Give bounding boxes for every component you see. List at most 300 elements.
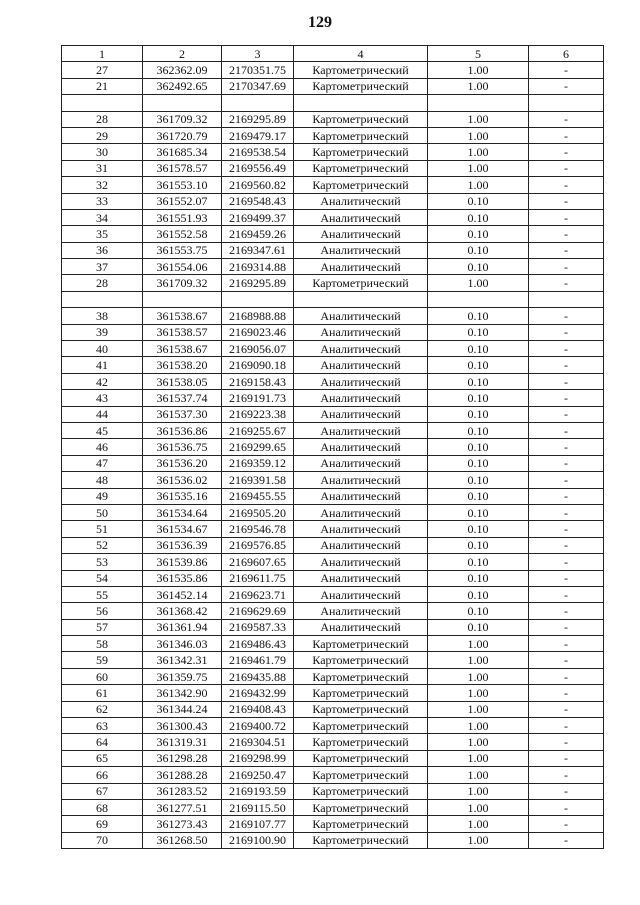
note-cell: - — [529, 586, 604, 602]
x-coordinate-cell: 361319.31 — [143, 734, 222, 750]
method-cell: Аналитический — [294, 193, 428, 209]
y-coordinate-cell: 2169298.99 — [222, 750, 294, 766]
method-cell: Картометрический — [294, 652, 428, 668]
note-cell: - — [529, 78, 604, 94]
accuracy-cell: 0.10 — [428, 570, 529, 586]
accuracy-cell: 0.10 — [428, 324, 529, 340]
table-row — [62, 341, 604, 357]
x-coordinate-cell: 361298.28 — [143, 750, 222, 766]
note-cell: - — [529, 62, 604, 78]
accuracy-cell: 0.10 — [428, 537, 529, 553]
accuracy-cell: 0.10 — [428, 193, 529, 209]
y-coordinate-cell: 2169556.49 — [222, 160, 294, 176]
method-cell — [294, 291, 428, 307]
point-number-cell: 54 — [62, 570, 143, 586]
note-cell: - — [529, 521, 604, 537]
method-cell: Аналитический — [294, 570, 428, 586]
table-row — [62, 95, 604, 111]
x-coordinate-cell — [143, 291, 222, 307]
table-row — [62, 259, 604, 275]
table-row — [62, 734, 604, 750]
y-coordinate-cell: 2169408.43 — [222, 701, 294, 717]
point-number-cell: 32 — [62, 177, 143, 193]
accuracy-cell: 1.00 — [428, 701, 529, 717]
table-row — [62, 357, 604, 373]
accuracy-cell: 1.00 — [428, 62, 529, 78]
point-number-cell: 28 — [62, 111, 143, 127]
y-coordinate-cell: 2169193.59 — [222, 783, 294, 799]
table-row — [62, 308, 604, 324]
accuracy-cell: 1.00 — [428, 652, 529, 668]
x-coordinate-cell: 361536.02 — [143, 472, 222, 488]
x-coordinate-cell: 361720.79 — [143, 127, 222, 143]
note-cell: - — [529, 242, 604, 258]
accuracy-cell: 1.00 — [428, 832, 529, 848]
table-row — [62, 439, 604, 455]
point-number-cell: 21 — [62, 78, 143, 94]
method-cell: Аналитический — [294, 472, 428, 488]
method-cell: Аналитический — [294, 488, 428, 504]
y-coordinate-cell — [222, 95, 294, 111]
method-cell: Аналитический — [294, 439, 428, 455]
x-coordinate-cell: 361552.58 — [143, 226, 222, 242]
table-row — [62, 570, 604, 586]
y-coordinate-cell: 2169107.77 — [222, 816, 294, 832]
note-cell — [529, 95, 604, 111]
note-cell: - — [529, 570, 604, 586]
accuracy-cell: 1.00 — [428, 767, 529, 783]
point-number-cell: 30 — [62, 144, 143, 160]
table-row — [62, 652, 604, 668]
y-coordinate-cell: 2169158.43 — [222, 373, 294, 389]
accuracy-cell: 1.00 — [428, 668, 529, 684]
y-coordinate-cell: 2169359.12 — [222, 455, 294, 471]
accuracy-cell: 0.10 — [428, 439, 529, 455]
accuracy-cell: 1.00 — [428, 685, 529, 701]
table-row — [62, 750, 604, 766]
accuracy-cell: 0.10 — [428, 586, 529, 602]
accuracy-cell: 1.00 — [428, 127, 529, 143]
point-number-cell: 44 — [62, 406, 143, 422]
accuracy-cell: 0.10 — [428, 390, 529, 406]
table-row — [62, 177, 604, 193]
point-number-cell: 70 — [62, 832, 143, 848]
y-coordinate-cell: 2170351.75 — [222, 62, 294, 78]
accuracy-cell: 0.10 — [428, 603, 529, 619]
table-row — [62, 537, 604, 553]
table-row — [62, 209, 604, 225]
accuracy-cell: 0.10 — [428, 406, 529, 422]
method-cell: Картометрический — [294, 275, 428, 291]
y-coordinate-cell: 2169486.43 — [222, 636, 294, 652]
table-row — [62, 226, 604, 242]
x-coordinate-cell: 361344.24 — [143, 701, 222, 717]
x-coordinate-cell: 361553.75 — [143, 242, 222, 258]
y-coordinate-cell: 2169505.20 — [222, 504, 294, 520]
x-coordinate-cell: 361552.07 — [143, 193, 222, 209]
point-number-cell: 35 — [62, 226, 143, 242]
y-coordinate-cell: 2169223.38 — [222, 406, 294, 422]
accuracy-cell: 1.00 — [428, 636, 529, 652]
y-coordinate-cell: 2169560.82 — [222, 177, 294, 193]
y-coordinate-cell: 2169400.72 — [222, 718, 294, 734]
point-number-cell: 43 — [62, 390, 143, 406]
method-cell: Картометрический — [294, 177, 428, 193]
page-number: 129 — [308, 14, 332, 31]
table-row — [62, 701, 604, 717]
method-cell: Аналитический — [294, 242, 428, 258]
note-cell: - — [529, 324, 604, 340]
x-coordinate-cell: 361277.51 — [143, 799, 222, 815]
y-coordinate-cell: 2169090.18 — [222, 357, 294, 373]
x-coordinate-cell: 361342.90 — [143, 685, 222, 701]
y-coordinate-cell: 2169435.88 — [222, 668, 294, 684]
accuracy-cell: 1.00 — [428, 275, 529, 291]
column-header-2: 2 — [143, 46, 222, 62]
table-row — [62, 422, 604, 438]
x-coordinate-cell: 361273.43 — [143, 816, 222, 832]
x-coordinate-cell: 361538.57 — [143, 324, 222, 340]
y-coordinate-cell: 2169295.89 — [222, 111, 294, 127]
point-number-cell: 46 — [62, 439, 143, 455]
column-header-4: 4 — [294, 46, 428, 62]
method-cell: Картометрический — [294, 832, 428, 848]
point-number-cell: 31 — [62, 160, 143, 176]
point-number-cell: 61 — [62, 685, 143, 701]
x-coordinate-cell: 361709.32 — [143, 111, 222, 127]
method-cell: Аналитический — [294, 504, 428, 520]
note-cell: - — [529, 636, 604, 652]
table-row — [62, 668, 604, 684]
table-row — [62, 783, 604, 799]
point-number-cell: 56 — [62, 603, 143, 619]
accuracy-cell: 0.10 — [428, 209, 529, 225]
note-cell: - — [529, 668, 604, 684]
y-coordinate-cell: 2169250.47 — [222, 767, 294, 783]
table-row — [62, 586, 604, 602]
accuracy-cell: 1.00 — [428, 799, 529, 815]
method-cell: Аналитический — [294, 259, 428, 275]
accuracy-cell: 0.10 — [428, 422, 529, 438]
method-cell: Картометрический — [294, 767, 428, 783]
x-coordinate-cell: 361538.67 — [143, 308, 222, 324]
note-cell: - — [529, 685, 604, 701]
method-cell: Картометрический — [294, 734, 428, 750]
method-cell: Картометрический — [294, 127, 428, 143]
point-number-cell: 52 — [62, 537, 143, 553]
x-coordinate-cell: 361288.28 — [143, 767, 222, 783]
y-coordinate-cell: 2169587.33 — [222, 619, 294, 635]
table-row — [62, 242, 604, 258]
table-body — [62, 62, 604, 849]
point-number-cell: 40 — [62, 341, 143, 357]
point-number-cell: 55 — [62, 586, 143, 602]
y-coordinate-cell: 2169607.65 — [222, 554, 294, 570]
point-number-cell: 51 — [62, 521, 143, 537]
y-coordinate-cell: 2169461.79 — [222, 652, 294, 668]
x-coordinate-cell: 361539.86 — [143, 554, 222, 570]
x-coordinate-cell: 361342.31 — [143, 652, 222, 668]
point-number-cell: 28 — [62, 275, 143, 291]
point-number-cell: 38 — [62, 308, 143, 324]
note-cell: - — [529, 422, 604, 438]
note-cell: - — [529, 193, 604, 209]
method-cell — [294, 95, 428, 111]
note-cell: - — [529, 373, 604, 389]
table-row — [62, 767, 604, 783]
note-cell: - — [529, 472, 604, 488]
table-header — [62, 46, 604, 62]
y-coordinate-cell: 2169314.88 — [222, 259, 294, 275]
method-cell: Картометрический — [294, 701, 428, 717]
point-number-cell: 49 — [62, 488, 143, 504]
note-cell: - — [529, 750, 604, 766]
y-coordinate-cell: 2169629.69 — [222, 603, 294, 619]
y-coordinate-cell: 2169546.78 — [222, 521, 294, 537]
table-row — [62, 144, 604, 160]
method-cell: Аналитический — [294, 422, 428, 438]
x-coordinate-cell: 361268.50 — [143, 832, 222, 848]
table-row — [62, 832, 604, 848]
point-number-cell — [62, 291, 143, 307]
table-row — [62, 488, 604, 504]
table-row — [62, 324, 604, 340]
point-number-cell: 57 — [62, 619, 143, 635]
x-coordinate-cell: 361283.52 — [143, 783, 222, 799]
accuracy-cell: 1.00 — [428, 816, 529, 832]
y-coordinate-cell: 2169295.89 — [222, 275, 294, 291]
accuracy-cell: 0.10 — [428, 504, 529, 520]
method-cell: Аналитический — [294, 603, 428, 619]
table-row — [62, 636, 604, 652]
note-cell: - — [529, 603, 604, 619]
note-cell: - — [529, 209, 604, 225]
point-number-cell: 36 — [62, 242, 143, 258]
note-cell: - — [529, 160, 604, 176]
note-cell: - — [529, 275, 604, 291]
method-cell: Аналитический — [294, 390, 428, 406]
x-coordinate-cell: 361685.34 — [143, 144, 222, 160]
accuracy-cell: 1.00 — [428, 177, 529, 193]
accuracy-cell — [428, 291, 529, 307]
x-coordinate-cell: 361535.16 — [143, 488, 222, 504]
accuracy-cell: 0.10 — [428, 308, 529, 324]
x-coordinate-cell: 361578.57 — [143, 160, 222, 176]
x-coordinate-cell: 361535.86 — [143, 570, 222, 586]
x-coordinate-cell: 361554.06 — [143, 259, 222, 275]
point-number-cell: 34 — [62, 209, 143, 225]
column-header-5: 5 — [428, 46, 529, 62]
accuracy-cell: 1.00 — [428, 750, 529, 766]
y-coordinate-cell: 2169391.58 — [222, 472, 294, 488]
method-cell: Картометрический — [294, 685, 428, 701]
point-number-cell — [62, 95, 143, 111]
point-number-cell: 39 — [62, 324, 143, 340]
note-cell: - — [529, 455, 604, 471]
method-cell: Аналитический — [294, 455, 428, 471]
point-number-cell: 27 — [62, 62, 143, 78]
column-header-1: 1 — [62, 46, 143, 62]
method-cell: Картометрический — [294, 799, 428, 815]
accuracy-cell: 0.10 — [428, 554, 529, 570]
x-coordinate-cell — [143, 95, 222, 111]
note-cell: - — [529, 767, 604, 783]
x-coordinate-cell: 361452.14 — [143, 586, 222, 602]
accuracy-cell: 1.00 — [428, 734, 529, 750]
y-coordinate-cell: 2169432.99 — [222, 685, 294, 701]
y-coordinate-cell: 2169499.37 — [222, 209, 294, 225]
y-coordinate-cell: 2169023.46 — [222, 324, 294, 340]
method-cell: Картометрический — [294, 750, 428, 766]
table-row — [62, 406, 604, 422]
point-number-cell: 37 — [62, 259, 143, 275]
x-coordinate-cell: 361536.39 — [143, 537, 222, 553]
point-number-cell: 68 — [62, 799, 143, 815]
table-row — [62, 816, 604, 832]
note-cell: - — [529, 308, 604, 324]
point-number-cell: 63 — [62, 718, 143, 734]
header-row — [62, 46, 604, 62]
method-cell: Картометрический — [294, 668, 428, 684]
table-row — [62, 554, 604, 570]
point-number-cell: 60 — [62, 668, 143, 684]
table-row — [62, 504, 604, 520]
table-row — [62, 603, 604, 619]
method-cell: Аналитический — [294, 357, 428, 373]
note-cell: - — [529, 144, 604, 160]
method-cell: Картометрический — [294, 783, 428, 799]
note-cell: - — [529, 799, 604, 815]
y-coordinate-cell: 2169611.75 — [222, 570, 294, 586]
y-coordinate-cell: 2169056.07 — [222, 341, 294, 357]
table-row — [62, 390, 604, 406]
x-coordinate-cell: 361536.20 — [143, 455, 222, 471]
x-coordinate-cell: 361538.20 — [143, 357, 222, 373]
accuracy-cell: 0.10 — [428, 373, 529, 389]
point-number-cell: 50 — [62, 504, 143, 520]
y-coordinate-cell: 2169459.26 — [222, 226, 294, 242]
y-coordinate-cell: 2169455.55 — [222, 488, 294, 504]
accuracy-cell: 0.10 — [428, 472, 529, 488]
y-coordinate-cell: 2168988.88 — [222, 308, 294, 324]
note-cell — [529, 291, 604, 307]
method-cell: Аналитический — [294, 373, 428, 389]
note-cell: - — [529, 341, 604, 357]
method-cell: Аналитический — [294, 537, 428, 553]
note-cell: - — [529, 259, 604, 275]
method-cell: Аналитический — [294, 406, 428, 422]
note-cell: - — [529, 439, 604, 455]
method-cell: Картометрический — [294, 144, 428, 160]
note-cell: - — [529, 226, 604, 242]
point-number-cell: 62 — [62, 701, 143, 717]
accuracy-cell — [428, 95, 529, 111]
method-cell: Аналитический — [294, 554, 428, 570]
table-row — [62, 62, 604, 78]
note-cell: - — [529, 832, 604, 848]
method-cell: Картометрический — [294, 718, 428, 734]
method-cell: Аналитический — [294, 341, 428, 357]
y-coordinate-cell: 2169623.71 — [222, 586, 294, 602]
point-number-cell: 47 — [62, 455, 143, 471]
column-header-3: 3 — [222, 46, 294, 62]
point-number-cell: 33 — [62, 193, 143, 209]
note-cell: - — [529, 652, 604, 668]
table-row — [62, 111, 604, 127]
accuracy-cell: 0.10 — [428, 488, 529, 504]
note-cell: - — [529, 718, 604, 734]
method-cell: Картометрический — [294, 160, 428, 176]
note-cell: - — [529, 406, 604, 422]
table-row — [62, 455, 604, 471]
y-coordinate-cell — [222, 291, 294, 307]
x-coordinate-cell: 361536.86 — [143, 422, 222, 438]
note-cell: - — [529, 783, 604, 799]
note-cell: - — [529, 127, 604, 143]
point-number-cell: 64 — [62, 734, 143, 750]
table-row — [62, 373, 604, 389]
accuracy-cell: 0.10 — [428, 226, 529, 242]
note-cell: - — [529, 619, 604, 635]
x-coordinate-cell: 361553.10 — [143, 177, 222, 193]
table-row — [62, 619, 604, 635]
method-cell: Картометрический — [294, 78, 428, 94]
x-coordinate-cell: 362362.09 — [143, 62, 222, 78]
table-row — [62, 127, 604, 143]
note-cell: - — [529, 816, 604, 832]
method-cell: Аналитический — [294, 209, 428, 225]
x-coordinate-cell: 361346.03 — [143, 636, 222, 652]
accuracy-cell: 0.10 — [428, 242, 529, 258]
x-coordinate-cell: 361359.75 — [143, 668, 222, 684]
x-coordinate-cell: 361536.75 — [143, 439, 222, 455]
point-number-cell: 48 — [62, 472, 143, 488]
accuracy-cell: 1.00 — [428, 160, 529, 176]
point-number-cell: 45 — [62, 422, 143, 438]
note-cell: - — [529, 177, 604, 193]
y-coordinate-cell: 2169299.65 — [222, 439, 294, 455]
method-cell: Аналитический — [294, 226, 428, 242]
method-cell: Аналитический — [294, 521, 428, 537]
y-coordinate-cell: 2169100.90 — [222, 832, 294, 848]
table-row — [62, 291, 604, 307]
note-cell: - — [529, 701, 604, 717]
table-row — [62, 718, 604, 734]
note-cell: - — [529, 537, 604, 553]
note-cell: - — [529, 488, 604, 504]
x-coordinate-cell: 361537.30 — [143, 406, 222, 422]
point-number-cell: 53 — [62, 554, 143, 570]
y-coordinate-cell: 2169115.50 — [222, 799, 294, 815]
column-header-6: 6 — [529, 46, 604, 62]
x-coordinate-cell: 361361.94 — [143, 619, 222, 635]
method-cell: Аналитический — [294, 619, 428, 635]
method-cell: Картометрический — [294, 62, 428, 78]
method-cell: Картометрический — [294, 111, 428, 127]
note-cell: - — [529, 111, 604, 127]
accuracy-cell: 0.10 — [428, 619, 529, 635]
point-number-cell: 41 — [62, 357, 143, 373]
point-number-cell: 65 — [62, 750, 143, 766]
accuracy-cell: 1.00 — [428, 783, 529, 799]
table-row — [62, 472, 604, 488]
table-row — [62, 275, 604, 291]
accuracy-cell: 0.10 — [428, 341, 529, 357]
y-coordinate-cell: 2169538.54 — [222, 144, 294, 160]
method-cell: Аналитический — [294, 308, 428, 324]
y-coordinate-cell: 2169479.17 — [222, 127, 294, 143]
accuracy-cell: 1.00 — [428, 718, 529, 734]
